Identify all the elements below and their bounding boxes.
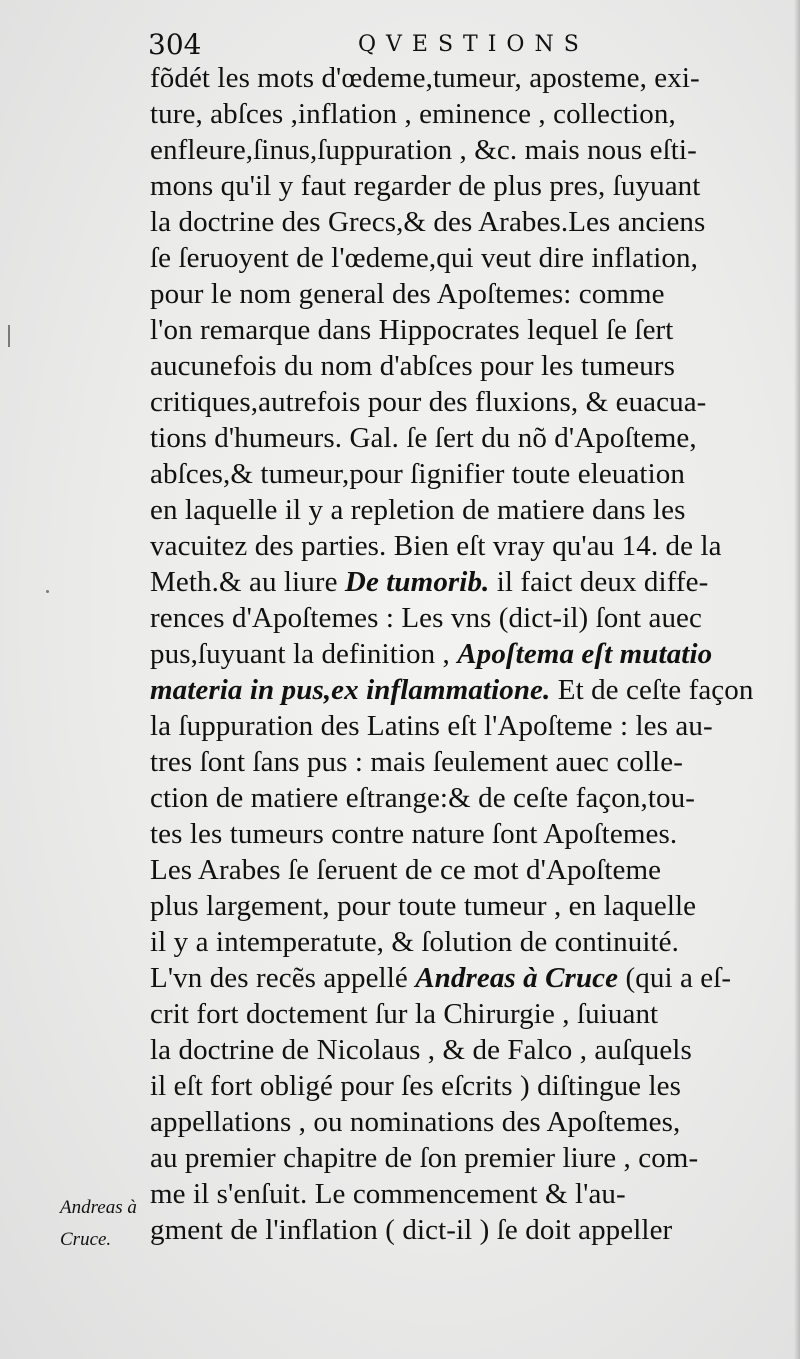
text-line: abſces,& tumeur,pour ſignifier toute eleuation: [150, 458, 685, 490]
margin-note-line: Cruce.: [60, 1229, 112, 1250]
text-line: tes les tumeurs contre nature ſont Apoſtemes.: [150, 818, 678, 850]
text-line: aucunefois du nom d'abſces pour les tumeurs: [150, 350, 675, 382]
text-segment: pus,ſuyuant la definition ,: [150, 638, 450, 670]
text-line: critiques,autrefois pour des fluxions, & euacua-: [150, 386, 707, 418]
text-line: au premier chapitre de ſon premier liure , com-: [150, 1142, 699, 1174]
text-line: la doctrine de Nicolaus , & de Falco , auſquels: [150, 1034, 692, 1066]
text-line: mons qu'il y faut regarder de plus pres, ſuyuant: [150, 170, 701, 202]
text-line: ſe ſeruoyent de l'œdeme,qui veut dire inflation,: [150, 242, 698, 274]
text-segment: (qui a eſ-: [625, 962, 732, 994]
text-line: l'on remarque dans Hippocrates lequel ſe ſert: [150, 314, 674, 346]
text-line: il y a intemperatute, & ſolution de continuité.: [150, 926, 679, 958]
text-line-mixed: [150, 672, 770, 708]
running-head: QVESTIONS: [358, 32, 589, 57]
text-line: gment de l'inflation ( dict-il ) ſe doit appeller: [150, 1214, 673, 1246]
text-line: plus largement, pour toute tumeur , en laquelle: [150, 890, 697, 922]
text-line-mixed: [150, 960, 770, 996]
text-line: il eſt fort obligé pour ſes eſcrits ) diſtingue les: [150, 1070, 682, 1102]
italic-latin-quote: Apoſtema eſt mutatio: [457, 638, 713, 670]
text-line: rences d'Apoſtemes : Les vns (dict-il) ſont auec: [150, 602, 702, 634]
italic-name: Andreas à Cruce: [415, 962, 619, 994]
text-line: pour le nom general des Apoſtemes: comme: [150, 278, 665, 310]
italic-latin-quote: materia in pus,ex inflammatione.: [150, 674, 551, 706]
body-text: [150, 60, 770, 1248]
italic-title: De tumorib.: [344, 566, 490, 598]
text-line: me il s'enſuit. Le commencement & l'au-: [150, 1178, 626, 1210]
text-line: en laquelle il y a repletion de matiere dans les: [150, 494, 686, 526]
text-line-mixed: [150, 564, 770, 600]
page-header: [148, 28, 768, 62]
text-segment: Meth.& au liure: [150, 566, 338, 598]
margin-note-line: Andreas à: [60, 1197, 137, 1218]
page-number: 304: [148, 28, 202, 61]
text-segment: L'vn des recẽs appellé: [150, 962, 408, 994]
text-line: crit fort doctement ſur la Chirurgie , ſuiuant: [150, 998, 659, 1030]
text-line: appellations , ou nominations des Apoſtemes,: [150, 1106, 681, 1138]
text-line: fõdét les mots d'œdeme,tumeur, aposteme, exi-: [150, 62, 700, 94]
text-line: enfleure,ſinus,ſuppuration , &c. mais nous eſti-: [150, 134, 697, 166]
scan-speck: [8, 325, 10, 347]
text-line-mixed: [150, 636, 770, 672]
text-line: ction de matiere eſtrange:& de ceſte façon,tou-: [150, 782, 695, 814]
text-line: vacuitez des parties. Bien eſt vray qu'au 14. de la: [150, 530, 722, 562]
text-line: Les Arabes ſe ſeruent de ce mot d'Apoſteme: [150, 854, 662, 886]
text-segment: il faict deux diffe-: [496, 566, 709, 598]
scan-speck: [46, 590, 49, 593]
text-line: ture, abſces ,inflation , eminence , collection,: [150, 98, 676, 130]
text-line: tions d'humeurs. Gal. ſe ſert du nõ d'Apoſteme,: [150, 422, 697, 454]
text-line: la ſuppuration des Latins eſt l'Apoſteme : les au-: [150, 710, 713, 742]
text-segment: Et de ceſte façon: [557, 674, 754, 706]
text-line: la doctrine des Grecs,& des Arabes.Les anciens: [150, 206, 706, 238]
scan-edge-shadow: [794, 0, 800, 1359]
text-line: tres ſont ſans pus : mais ſeulement auec colle-: [150, 746, 683, 778]
margin-note: [60, 1192, 170, 1256]
